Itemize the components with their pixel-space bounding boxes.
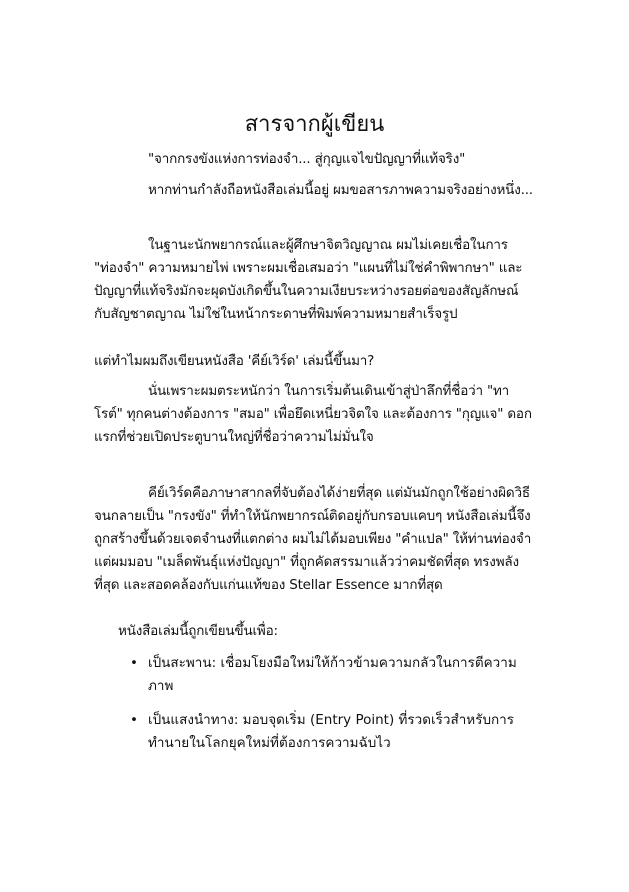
opening-quote: "จากกรงขังแห่งการท่องจำ... สู่กุญแจไขปัญญาที่แท้จริง" xyxy=(148,151,466,167)
belief-paragraph: ในฐานะนักพยากรณ์และผู้ศึกษาจิตวิญญาณ ผมไม่เคยเชื่อในการ "ท่องจำ" ความหมายไพ่ เพราะผมเชื่อเสมอว่า "แผนที่ไม่ใช่คำพิพากษา" และปัญญาที่แท้จริงมักจะผุดบังเกิดขึ้นในความเงียบระหว่างรอยต่อของสัญลักษณ์กับสัญชาตญาณ ไม่ใช่ในหน้ากระดาษที่พิมพ์ความหมายสำเร็จรูป xyxy=(94,237,523,322)
list-item xyxy=(118,652,534,698)
page-title: สารจากผู้เขียน xyxy=(244,112,385,137)
keyword-paragraph: คีย์เวิร์ดคือภาษาสากลที่จับต้องได้ง่ายที่สุด แต่มันมักถูกใช้อย่างผิดวิธีจนกลายเป็น "กรงขัง" ที่ทำให้นักพยากรณ์ติดอยู่กับกรอบแคบๆ หนังสือเล่มนี้จึงถูกสร้างขึ้นด้วยเจตจำนงที่แตกต่าง ผมไม่ได้มอบเพียง "คำแปล" ให้ท่านท่องจำ แต่ผมมอบ "เมล็ดพันธุ์แห่งปัญญา" ที่ถูกคัดสรรมาแล้วว่าคมชัดที่สุด ทรงพลังที่สุด และสอดคล้องกับแก่นแท้ของ Stellar Essence มากที่สุด xyxy=(94,485,532,593)
purpose-list xyxy=(118,652,534,755)
list-item-text: เป็นสะพาน: เชื่อมโยงมือใหม่ให้ก้าวข้ามความกลัวในการตีความภาพ xyxy=(148,655,517,694)
purpose-intro: หนังสือเล่มนี้ถูกเขียนขึ้นเพื่อ: xyxy=(118,623,278,639)
list-item xyxy=(118,709,534,755)
intro-paragraph: หากท่านกำลังถือหนังสือเล่มนี้อยู่ ผมขอสารภาพความจริงอย่างหนึ่ง... xyxy=(148,182,533,198)
bullet-icon: • xyxy=(130,712,138,728)
question-paragraph: แต่ทำไมผมถึงเขียนหนังสือ 'คีย์เวิร์ด' เล่มนี้ขึ้นมา? xyxy=(94,353,375,369)
bullet-icon: • xyxy=(130,655,138,671)
list-item-text: เป็นแสงนำทาง: มอบจุดเริ่ม (Entry Point) ที่รวดเร็วสำหรับการทำนายในโลกยุคใหม่ที่ต้องการความฉับไว xyxy=(148,712,515,751)
reason-paragraph: นั่นเพราะผมตระหนักว่า ในการเริ่มต้นเดินเข้าสู่ป่าลึกที่ชื่อว่า "ทาโรต์" ทุกคนต่างต้องการ "สมอ" เพื่อยึดเหนี่ยวจิตใจ และต้องการ "กุญแจ" ดอกแรกที่ช่วยเปิดประตูบานใหญ่ที่ชื่อว่าความไม่มั่นใจ xyxy=(94,383,532,445)
